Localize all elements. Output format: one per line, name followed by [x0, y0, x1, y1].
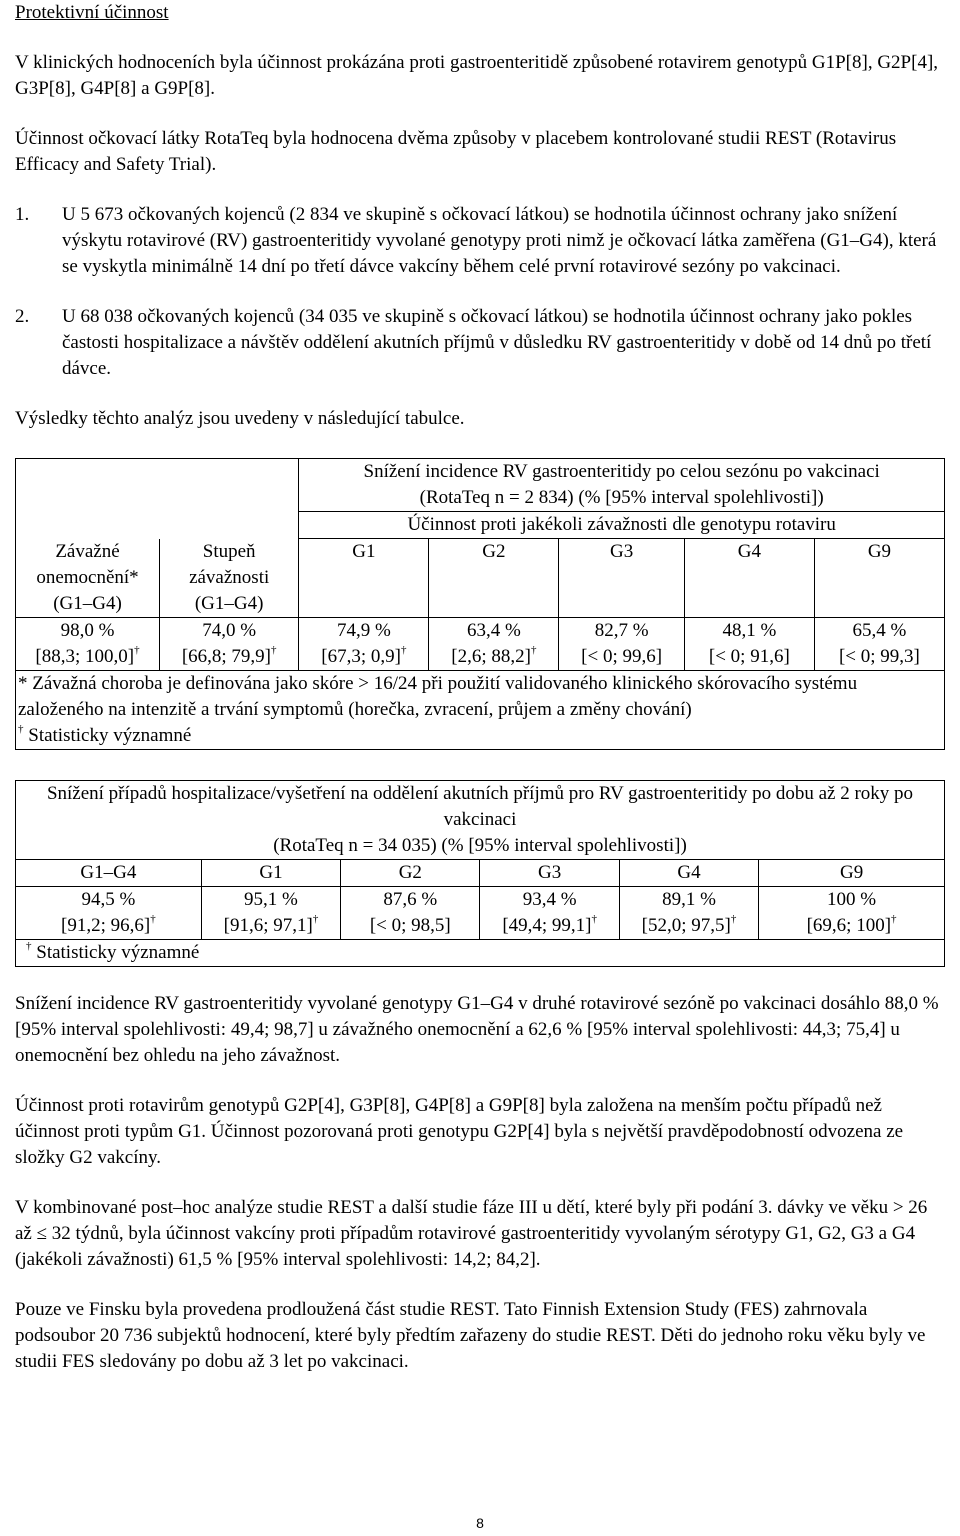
table-cell: 74,0 % [66,8; 79,9]†: [159, 617, 298, 670]
table-cell: 48,1 % [< 0; 91,6]: [684, 617, 814, 670]
table-title: Snížení incidence RV gastroenteritidy po celou sezónu po vakcinaci (RotaTeq n = 2 834) (% [95% interval spolehlivosti]): [299, 459, 945, 512]
table-cell: 74,9 % [67,3; 0,9]†: [299, 617, 429, 670]
table-row: [16, 617, 945, 670]
section-heading: Protektivní účinnost: [15, 2, 169, 23]
table-row: [16, 886, 945, 939]
list-number: 2.: [15, 306, 30, 327]
list-item: [15, 304, 945, 382]
post-hoc-paragraph: V kombinované post–hoc analýze studie REST a další studie fáze III u dětí, které byly při podání 3. dávky ve věku > 26 až ≤ 32 týdnů, byla účinnost vakcíny proti případům rotavirové gastroenteritidy vyvolaným sérotypy G1, G2, G3 a G4 (jakékoli závažnosti) 61,5 % [95% interval spolehlivosti: 14,2; 84,2].: [15, 1196, 928, 1270]
column-header: G1: [201, 859, 340, 886]
degree-header: Stupeň závažnosti (G1–G4): [159, 539, 298, 618]
genotype-g3: G3: [559, 539, 684, 618]
table-cell: 65,4 % [< 0; 99,3]: [814, 617, 944, 670]
column-header: G9: [759, 859, 945, 886]
fes-paragraph: Pouze ve Finsku byla provedena prodloužená část studie REST. Tato Finnish Extension Study (FES) zahrnovala podsoubor 20 736 subjektů hodnocení, které byly předtím zařazeny do studie REST. Děti do jednoho roku věku byly ve studii FES sledovány po dobu až 3 let po vakcinaci.: [15, 1298, 926, 1372]
column-header: G2: [341, 859, 480, 886]
document-page: [15, 0, 945, 1375]
genotype-g1: G1: [299, 539, 429, 618]
table-footnotes: * Závažná choroba je definována jako skóre > 16/24 při použití validovaného klinického skórovacího systému založeného na intenzitě a trvání symptomů (horečka, zvracení, průjem a změny chování) † Statisticky významné: [16, 670, 945, 749]
table-cell: 100 % [69,6; 100]†: [759, 886, 945, 939]
genotype-g2: G2: [429, 539, 559, 618]
second-season-paragraph: Snížení incidence RV gastroenteritidy vyvolané genotypy G1–G4 v druhé rotavirové sezóně po vakcinaci dosáhlo 88,0 % [95% interval spolehlivosti: 49,4; 98,7] u závažného onemocnění a 62,6 % [95% interval spolehlivosti: 44,3; 75,4] u onemocnění bez ohledu na jeho závažnost.: [15, 992, 939, 1066]
genotype-g9: G9: [814, 539, 944, 618]
list-text: U 5 673 očkovaných kojenců (2 834 ve skupině s očkovací látkou) se hodnotila účinnost ochrany jako snížení výskytu rotavirové (RV) gastroenteritidy vyvolané genotypy proti nimž je očkovací látka zaměřena (G1–G4), která se vyskytla minimálně 14 dní po třetí dávce vakcíny během celé první rotavirové sezóny po vakcinaci.: [62, 204, 937, 277]
table-header-row: [16, 859, 945, 886]
table-cell: 93,4 % [49,4; 99,1]†: [480, 886, 619, 939]
page-number: 8: [476, 1515, 484, 1531]
results-intro: Výsledky těchto analýz jsou uvedeny v následující tabulce.: [15, 408, 465, 429]
table-cell: 63,4 % [2,6; 88,2]†: [429, 617, 559, 670]
efficacy-table: [15, 458, 945, 750]
table-cell: 87,6 % [< 0; 98,5]: [341, 886, 480, 939]
severe-header: Závažné onemocnění* (G1–G4): [16, 539, 160, 618]
table-cell: 98,0 % [88,3; 100,0]†: [16, 617, 160, 670]
table-cell: 82,7 % [< 0; 99,6]: [559, 617, 684, 670]
genotype-g4: G4: [684, 539, 814, 618]
intro-paragraph: V klinických hodnoceních byla účinnost prokázána proti gastroenteritidě způsobené rotavirem genotypů G1P[8], G2P[4], G3P[8], G4P[8] a G9P[8].: [15, 52, 939, 99]
genotype-header: Účinnost proti jakékoli závažnosti dle genotypu rotaviru: [299, 512, 945, 539]
list-number: 1.: [15, 204, 30, 225]
hospitalization-table: [15, 780, 945, 967]
table-cell: 89,1 % [52,0; 97,5]†: [619, 886, 758, 939]
table-title: Snížení případů hospitalizace/vyšetření na oddělení akutních příjmů pro RV gastroenteritidy po dobu až 2 roky po vakcinaci (RotaTeq n = 34 035) (% [95% interval spolehlivosti]): [16, 780, 945, 859]
column-header: G4: [619, 859, 758, 886]
table-cell: 94,5 % [91,2; 96,6]†: [16, 886, 202, 939]
table-footnote: † Statisticky významné: [16, 939, 945, 966]
column-header: G3: [480, 859, 619, 886]
table-cell: 95,1 % [91,6; 97,1]†: [201, 886, 340, 939]
column-header: G1–G4: [16, 859, 202, 886]
table-corner: [16, 459, 299, 539]
list-text: U 68 038 očkovaných kojenců (34 035 ve skupině s očkovací látkou) se hodnotila účinnost ochrany jako pokles častosti hospitalizace a návštěv oddělení akutních příjmů v důsledku RV gastroenteritidy v době od 14 dnů po třetí dávce.: [62, 306, 932, 379]
method-paragraph: Účinnost očkovací látky RotaTeq byla hodnocena dvěma způsoby v placebem kontrolované studii REST (Rotavirus Efficacy and Safety Trial).: [15, 128, 897, 175]
list-item: [15, 202, 945, 280]
genotype-paragraph: Účinnost proti rotavirům genotypů G2P[4], G3P[8], G4P[8] a G9P[8] byla založena na menším počtu případů než účinnost proti typům G1. Účinnost pozorovaná proti genotypu G2P[4] byla s největší pravděpodobností odvozena ze složky G2 vakcíny.: [15, 1094, 904, 1168]
